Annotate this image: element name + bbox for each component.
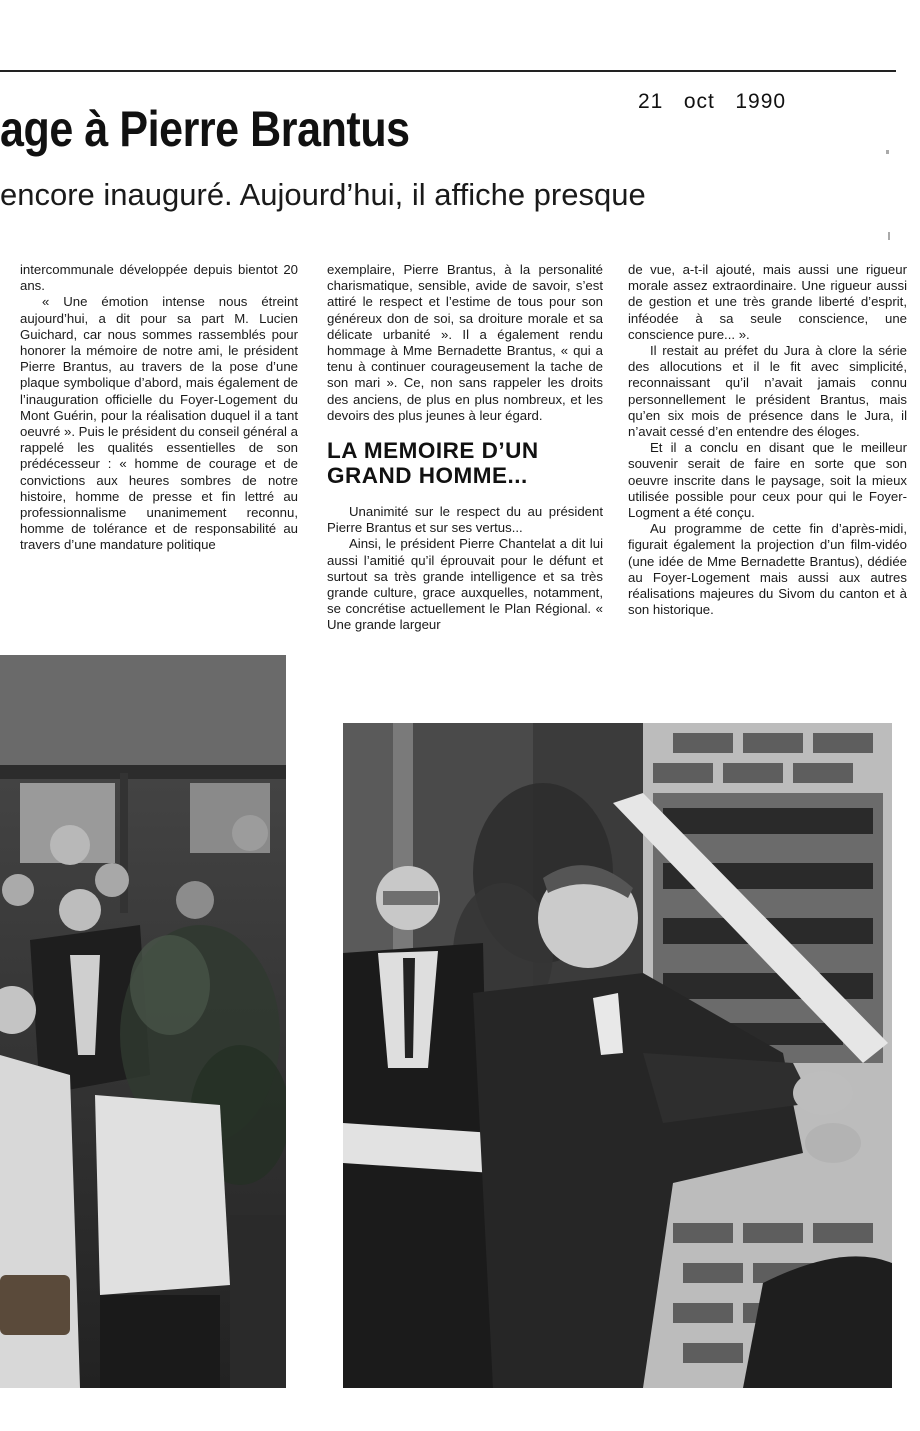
article-subheadline: encore inauguré. Aujourd’hui, il affiche presque: [0, 177, 646, 212]
text-column-1: [20, 262, 298, 554]
clipping-date: 21 oct 1990: [638, 90, 787, 113]
paragraph: Ainsi, le président Pierre Chantelat a dit lui aussi l’amitié qu’il éprouvait pour le défunt et surtout sa très grande intelligence et sa très grande culture, grace auxquelles, notamment, se concrétise actuellement le Plan Régional. « Une grande largeur: [327, 536, 603, 633]
ribbon-cutting-photo: [343, 723, 892, 1388]
paragraph: Au programme de cette fin d’après-midi, figurait également la projection d’un film-vidéo (une idée de Mme Bernadette Brantus), dédiée au Foyer-Logement mais aussi aux autres réalisations majeures du Sivom du canton et à son historique.: [628, 521, 907, 618]
crowd-photo-icon: [0, 655, 286, 1388]
paragraph: Il restait au préfet du Jura à clore la série des allocutions et il le fit avec simplicité, reconnaissant qu’il n’avait jamais connu personnellement le président Brantus, mais qu’en six mois de présence dans le Jura, il n’avait cessé d’en entendre des éloges.: [628, 343, 907, 440]
paragraph: intercommunale développée depuis bientot 20 ans.: [20, 262, 298, 294]
text-column-2: [327, 262, 603, 634]
paragraph: Unanimité sur le respect du au président Pierre Brantus et sur ses vertus...: [327, 504, 603, 536]
scan-mark: [886, 150, 889, 154]
ribbon-cutting-photo-icon: [343, 723, 892, 1388]
crowd-photo: [0, 655, 286, 1388]
text-column-3: [628, 262, 907, 618]
paragraph: de vue, a-t-il ajouté, mais aussi une rigueur morale assez extraordinaire. Une rigueur aussi de gestion et une très grande liberté d’esprit, inféodée à sa seule conscience, une conscience pure... ».: [628, 262, 907, 342]
scan-mark: [888, 232, 890, 240]
paragraph: « Une émotion intense nous étreint aujourd’hui, a dit pour sa part M. Lucien Guichard, car nous sommes rassemblés pour honorer la mémoire de notre ami, le président Pierre Brantus, au travers de la pose d’une plaque symbolique d’abord, mais également de l’inauguration officielle du Foyer-Logement du Mont Guérin, pour la réalisation duquel il a tant oeuvré ». Puis le président du conseil général a rappelé les qualités essentielles de son prédécesseur : « homme de courage et de convictions aux heures sombres de notre histoire, homme de presse et fin lettré au professionnalisme unanimement reconnu, homme de tolérance et de responsabilité au travers d’une mandature politique: [20, 294, 298, 553]
top-rule: [0, 70, 896, 72]
paragraph: Et il a conclu en disant que le meilleur souvenir serait de faire en sorte que son oeuvre inscrite dans le paysage, soit la mieux utilisée possible pour ceux pour qui le Foyer-Logment a été conçu.: [628, 440, 907, 521]
article-headline: age à Pierre Brantus: [0, 101, 410, 157]
paragraph: exemplaire, Pierre Brantus, à la personalité charismatique, sensible, avide de savoir, s’est attiré le respect et l’estime de tous pour son généreux don de soi, sa droiture morale et sa délicate urbanité ». Il a également rendu hommage à Mme Bernadette Brantus, « qui a tenu à continuer courageusement la tache de son mari ». Ce, non sans rappeler les droits des anciens, de plus en plus nombreux, et les devoirs des plus jeunes à leur égard.: [327, 262, 603, 423]
section-heading: LA MEMOIRE D’UN GRAND HOMME...: [327, 438, 539, 489]
